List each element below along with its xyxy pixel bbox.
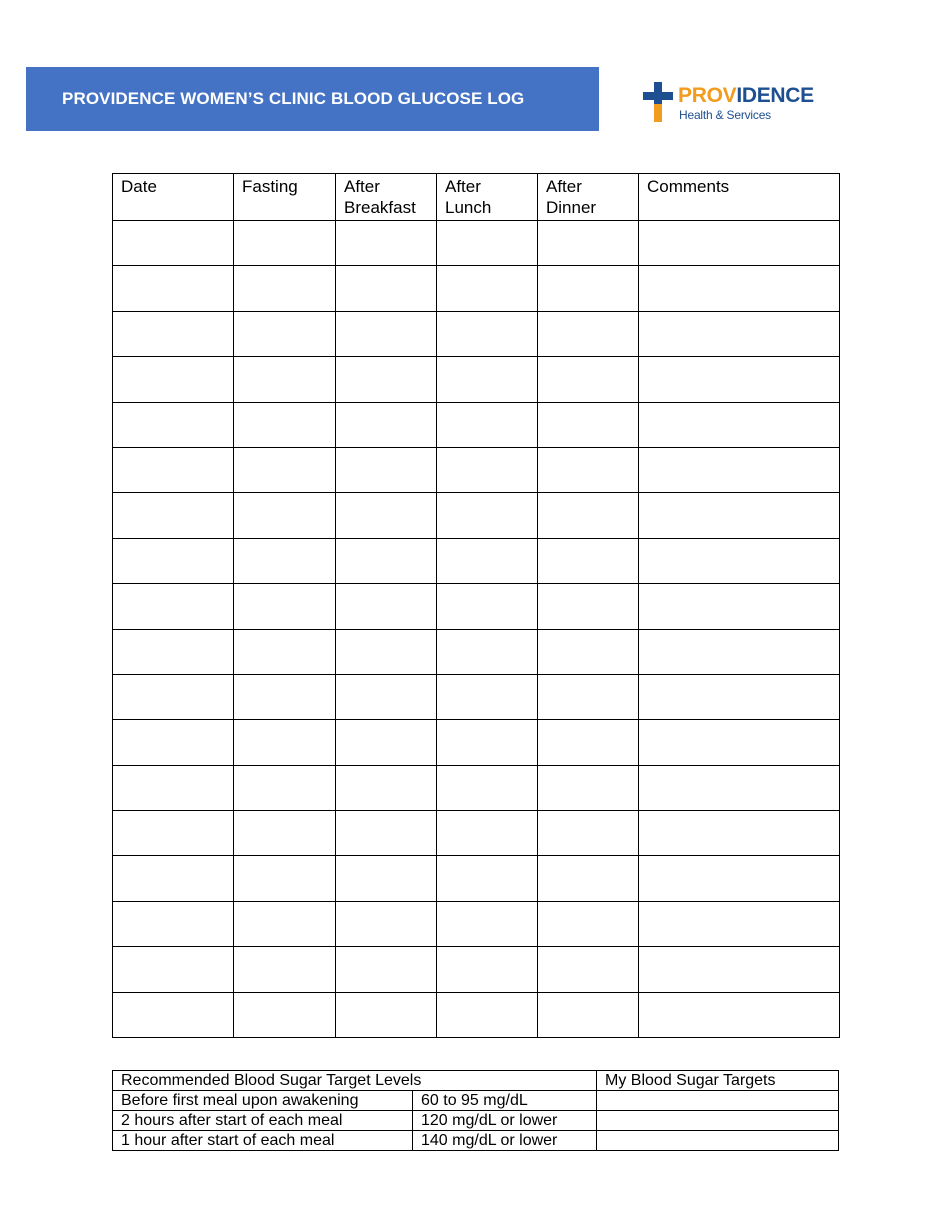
log-cell-comments[interactable] (639, 856, 840, 901)
table-row (113, 765, 840, 810)
log-cell-date[interactable] (113, 266, 234, 311)
log-cell-fasting[interactable] (234, 811, 336, 856)
target-label: 1 hour after start of each meal (113, 1131, 413, 1151)
log-cell-after-lunch[interactable] (437, 992, 538, 1037)
log-cell-date[interactable] (113, 447, 234, 492)
log-cell-after-dinner[interactable] (538, 765, 639, 810)
log-cell-after-dinner[interactable] (538, 493, 639, 538)
log-cell-fasting[interactable] (234, 538, 336, 583)
column-header-after-lunch: After Lunch (437, 174, 538, 221)
log-cell-after-dinner[interactable] (538, 447, 639, 492)
table-row (113, 538, 840, 583)
log-cell-after-dinner[interactable] (538, 720, 639, 765)
log-cell-after-dinner[interactable] (538, 266, 639, 311)
my-target-cell[interactable] (597, 1111, 839, 1131)
log-cell-fasting[interactable] (234, 674, 336, 719)
targets-header-row (113, 1071, 839, 1091)
target-value: 60 to 95 mg/dL (413, 1091, 597, 1111)
log-cell-after-breakfast[interactable] (336, 674, 437, 719)
log-cell-fasting[interactable] (234, 266, 336, 311)
log-cell-after-lunch[interactable] (437, 629, 538, 674)
log-cell-after-breakfast[interactable] (336, 357, 437, 402)
log-cell-date[interactable] (113, 765, 234, 810)
table-row (113, 221, 840, 266)
table-row (113, 1111, 839, 1131)
log-cell-comments[interactable] (639, 901, 840, 946)
log-cell-comments[interactable] (639, 629, 840, 674)
log-cell-fasting[interactable] (234, 947, 336, 992)
targets-table (112, 1070, 839, 1151)
log-cell-fasting[interactable] (234, 856, 336, 901)
table-row (113, 1091, 839, 1111)
log-cell-after-lunch[interactable] (437, 720, 538, 765)
log-cell-after-dinner[interactable] (538, 947, 639, 992)
log-cell-comments[interactable] (639, 765, 840, 810)
log-cell-after-breakfast[interactable] (336, 266, 437, 311)
log-cell-fasting[interactable] (234, 357, 336, 402)
log-cell-after-dinner[interactable] (538, 901, 639, 946)
log-cell-comments[interactable] (639, 584, 840, 629)
log-cell-after-dinner[interactable] (538, 992, 639, 1037)
target-label: Before first meal upon awakening (113, 1091, 413, 1111)
log-cell-comments[interactable] (639, 357, 840, 402)
column-header-comments: Comments (639, 174, 840, 221)
log-cell-after-breakfast[interactable] (336, 992, 437, 1037)
log-cell-fasting[interactable] (234, 402, 336, 447)
log-cell-date[interactable] (113, 538, 234, 583)
table-row (113, 901, 840, 946)
log-cell-date[interactable] (113, 402, 234, 447)
log-cell-after-breakfast[interactable] (336, 584, 437, 629)
log-cell-comments[interactable] (639, 811, 840, 856)
log-cell-after-dinner[interactable] (538, 538, 639, 583)
log-cell-comments[interactable] (639, 992, 840, 1037)
log-cell-after-dinner[interactable] (538, 311, 639, 356)
my-target-cell[interactable] (597, 1091, 839, 1111)
table-row (113, 629, 840, 674)
log-cell-fasting[interactable] (234, 720, 336, 765)
log-cell-fasting[interactable] (234, 311, 336, 356)
table-row (113, 402, 840, 447)
table-row (113, 447, 840, 492)
log-cell-after-breakfast[interactable] (336, 947, 437, 992)
log-cell-date[interactable] (113, 811, 234, 856)
log-cell-after-lunch[interactable] (437, 402, 538, 447)
log-cell-after-breakfast[interactable] (336, 856, 437, 901)
log-cell-after-dinner[interactable] (538, 584, 639, 629)
column-header-fasting: Fasting (234, 174, 336, 221)
log-cell-after-lunch[interactable] (437, 357, 538, 402)
log-cell-date[interactable] (113, 311, 234, 356)
table-row (113, 992, 840, 1037)
target-value: 140 mg/dL or lower (413, 1131, 597, 1151)
log-cell-date[interactable] (113, 992, 234, 1037)
providence-logo (643, 82, 833, 124)
log-cell-comments[interactable] (639, 720, 840, 765)
log-cell-after-dinner[interactable] (538, 221, 639, 266)
log-cell-after-breakfast[interactable] (336, 629, 437, 674)
log-cell-after-dinner[interactable] (538, 629, 639, 674)
log-cell-comments[interactable] (639, 221, 840, 266)
log-cell-comments[interactable] (639, 493, 840, 538)
log-cell-after-dinner[interactable] (538, 856, 639, 901)
log-cell-after-lunch[interactable] (437, 674, 538, 719)
log-body (113, 221, 840, 1038)
log-cell-after-breakfast[interactable] (336, 720, 437, 765)
log-cell-fasting[interactable] (234, 221, 336, 266)
log-cell-after-lunch[interactable] (437, 311, 538, 356)
log-cell-after-lunch[interactable] (437, 447, 538, 492)
log-cell-comments[interactable] (639, 538, 840, 583)
log-cell-after-breakfast[interactable] (336, 901, 437, 946)
log-cell-after-lunch[interactable] (437, 856, 538, 901)
column-header-date: Date (113, 174, 234, 221)
my-target-cell[interactable] (597, 1131, 839, 1151)
log-cell-after-lunch[interactable] (437, 765, 538, 810)
log-cell-comments[interactable] (639, 311, 840, 356)
targets-heading: Recommended Blood Sugar Target Levels (113, 1071, 597, 1091)
log-cell-date[interactable] (113, 584, 234, 629)
log-cell-date[interactable] (113, 493, 234, 538)
log-cell-after-lunch[interactable] (437, 493, 538, 538)
log-cell-fasting[interactable] (234, 447, 336, 492)
table-row (113, 811, 840, 856)
column-header-after-breakfast: After Breakfast (336, 174, 437, 221)
log-cell-after-lunch[interactable] (437, 901, 538, 946)
my-targets-heading: My Blood Sugar Targets (597, 1071, 839, 1091)
log-cell-comments[interactable] (639, 447, 840, 492)
log-cell-after-breakfast[interactable] (336, 311, 437, 356)
log-cell-after-breakfast[interactable] (336, 538, 437, 583)
log-cell-date[interactable] (113, 629, 234, 674)
log-cell-comments[interactable] (639, 402, 840, 447)
title-bar (26, 67, 599, 131)
log-cell-after-dinner[interactable] (538, 402, 639, 447)
log-cell-date[interactable] (113, 720, 234, 765)
log-cell-after-lunch[interactable] (437, 584, 538, 629)
log-cell-fasting[interactable] (234, 901, 336, 946)
log-cell-date[interactable] (113, 357, 234, 402)
log-cell-date[interactable] (113, 674, 234, 719)
providence-cross-icon (643, 82, 673, 122)
log-cell-after-breakfast[interactable] (336, 765, 437, 810)
table-row (113, 674, 840, 719)
log-cell-after-dinner[interactable] (538, 811, 639, 856)
table-row (113, 584, 840, 629)
table-row (113, 720, 840, 765)
log-cell-after-dinner[interactable] (538, 357, 639, 402)
log-cell-after-breakfast[interactable] (336, 402, 437, 447)
table-row (113, 947, 840, 992)
log-cell-comments[interactable] (639, 674, 840, 719)
log-cell-after-breakfast[interactable] (336, 493, 437, 538)
log-cell-comments[interactable] (639, 266, 840, 311)
log-cell-date[interactable] (113, 221, 234, 266)
table-row (113, 1131, 839, 1151)
log-cell-after-dinner[interactable] (538, 674, 639, 719)
log-cell-fasting[interactable] (234, 992, 336, 1037)
target-label: 2 hours after start of each meal (113, 1111, 413, 1131)
log-cell-after-lunch[interactable] (437, 811, 538, 856)
table-row (113, 311, 840, 356)
log-cell-fasting[interactable] (234, 629, 336, 674)
table-row (113, 493, 840, 538)
log-cell-date[interactable] (113, 947, 234, 992)
table-row (113, 856, 840, 901)
log-cell-fasting[interactable] (234, 765, 336, 810)
log-cell-comments[interactable] (639, 947, 840, 992)
table-row (113, 266, 840, 311)
column-header-after-dinner: After Dinner (538, 174, 639, 221)
log-header-row (113, 174, 840, 221)
log-cell-after-breakfast[interactable] (336, 221, 437, 266)
log-cell-fasting[interactable] (234, 584, 336, 629)
log-cell-after-lunch[interactable] (437, 538, 538, 583)
log-cell-after-breakfast[interactable] (336, 447, 437, 492)
logo-brand: PROVIDENCE (678, 84, 814, 107)
log-cell-after-lunch[interactable] (437, 947, 538, 992)
logo-subtitle: Health & Services (679, 108, 771, 122)
log-cell-date[interactable] (113, 901, 234, 946)
log-cell-after-lunch[interactable] (437, 221, 538, 266)
log-cell-after-breakfast[interactable] (336, 811, 437, 856)
table-row (113, 357, 840, 402)
target-value: 120 mg/dL or lower (413, 1111, 597, 1131)
log-cell-after-lunch[interactable] (437, 266, 538, 311)
page-title: PROVIDENCE WOMEN’S CLINIC BLOOD GLUCOSE LOG (62, 89, 525, 108)
glucose-log-table (112, 173, 840, 1038)
log-cell-date[interactable] (113, 856, 234, 901)
log-cell-fasting[interactable] (234, 493, 336, 538)
